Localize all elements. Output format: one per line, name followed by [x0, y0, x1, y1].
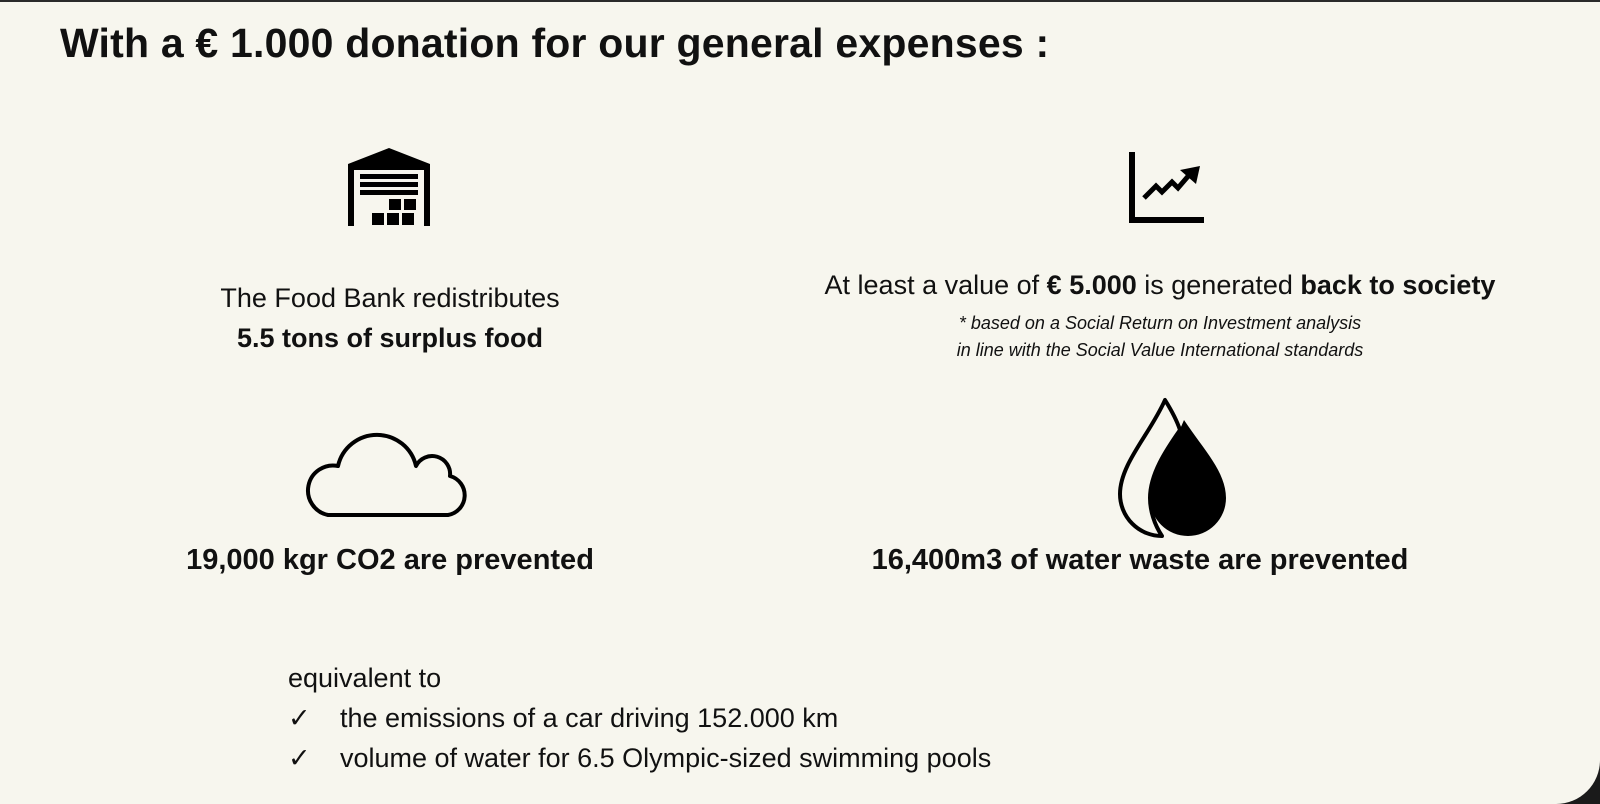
sroi-note-line2: in line with the Social Value International standards [956, 340, 1364, 360]
page-title: With a € 1.000 donation for our general expenses : [60, 20, 1050, 66]
list-item [288, 698, 991, 738]
list-item [288, 738, 991, 778]
sroi-note [770, 310, 1550, 364]
sroi-note-line1: * based on a Social Return on Investment analysis [958, 313, 1362, 333]
equivalent-list [288, 658, 991, 778]
trending-up-chart-icon [1128, 150, 1208, 228]
equivalent-intro: equivalent to [288, 663, 442, 693]
co2-text: 19,000 kgr CO2 are prevented [186, 544, 594, 576]
list-item-text: the emissions of a car driving 152.000 km [340, 703, 839, 733]
cloud-icon [300, 420, 480, 520]
value-prefix: At least a value of [824, 270, 1047, 300]
value-text [770, 266, 1550, 364]
value-middle: is generated [1136, 270, 1301, 300]
value-emphasis: back to society [1300, 270, 1496, 300]
check-icon: ✓ [288, 743, 311, 773]
list-item-text: volume of water for 6.5 Olympic-sized swimming pools [340, 743, 992, 773]
value-amount: € 5.000 [1046, 270, 1137, 300]
water-text: 16,400m3 of water waste are prevented [871, 544, 1409, 576]
food-bank-line1: The Food Bank redistributes [220, 283, 560, 313]
check-icon: ✓ [288, 703, 311, 733]
warehouse-icon [346, 146, 432, 228]
water-drops-icon [1110, 394, 1240, 550]
food-bank-text [190, 278, 590, 358]
value-line [770, 266, 1550, 304]
food-bank-line2: 5.5 tons of surplus food [236, 323, 543, 353]
